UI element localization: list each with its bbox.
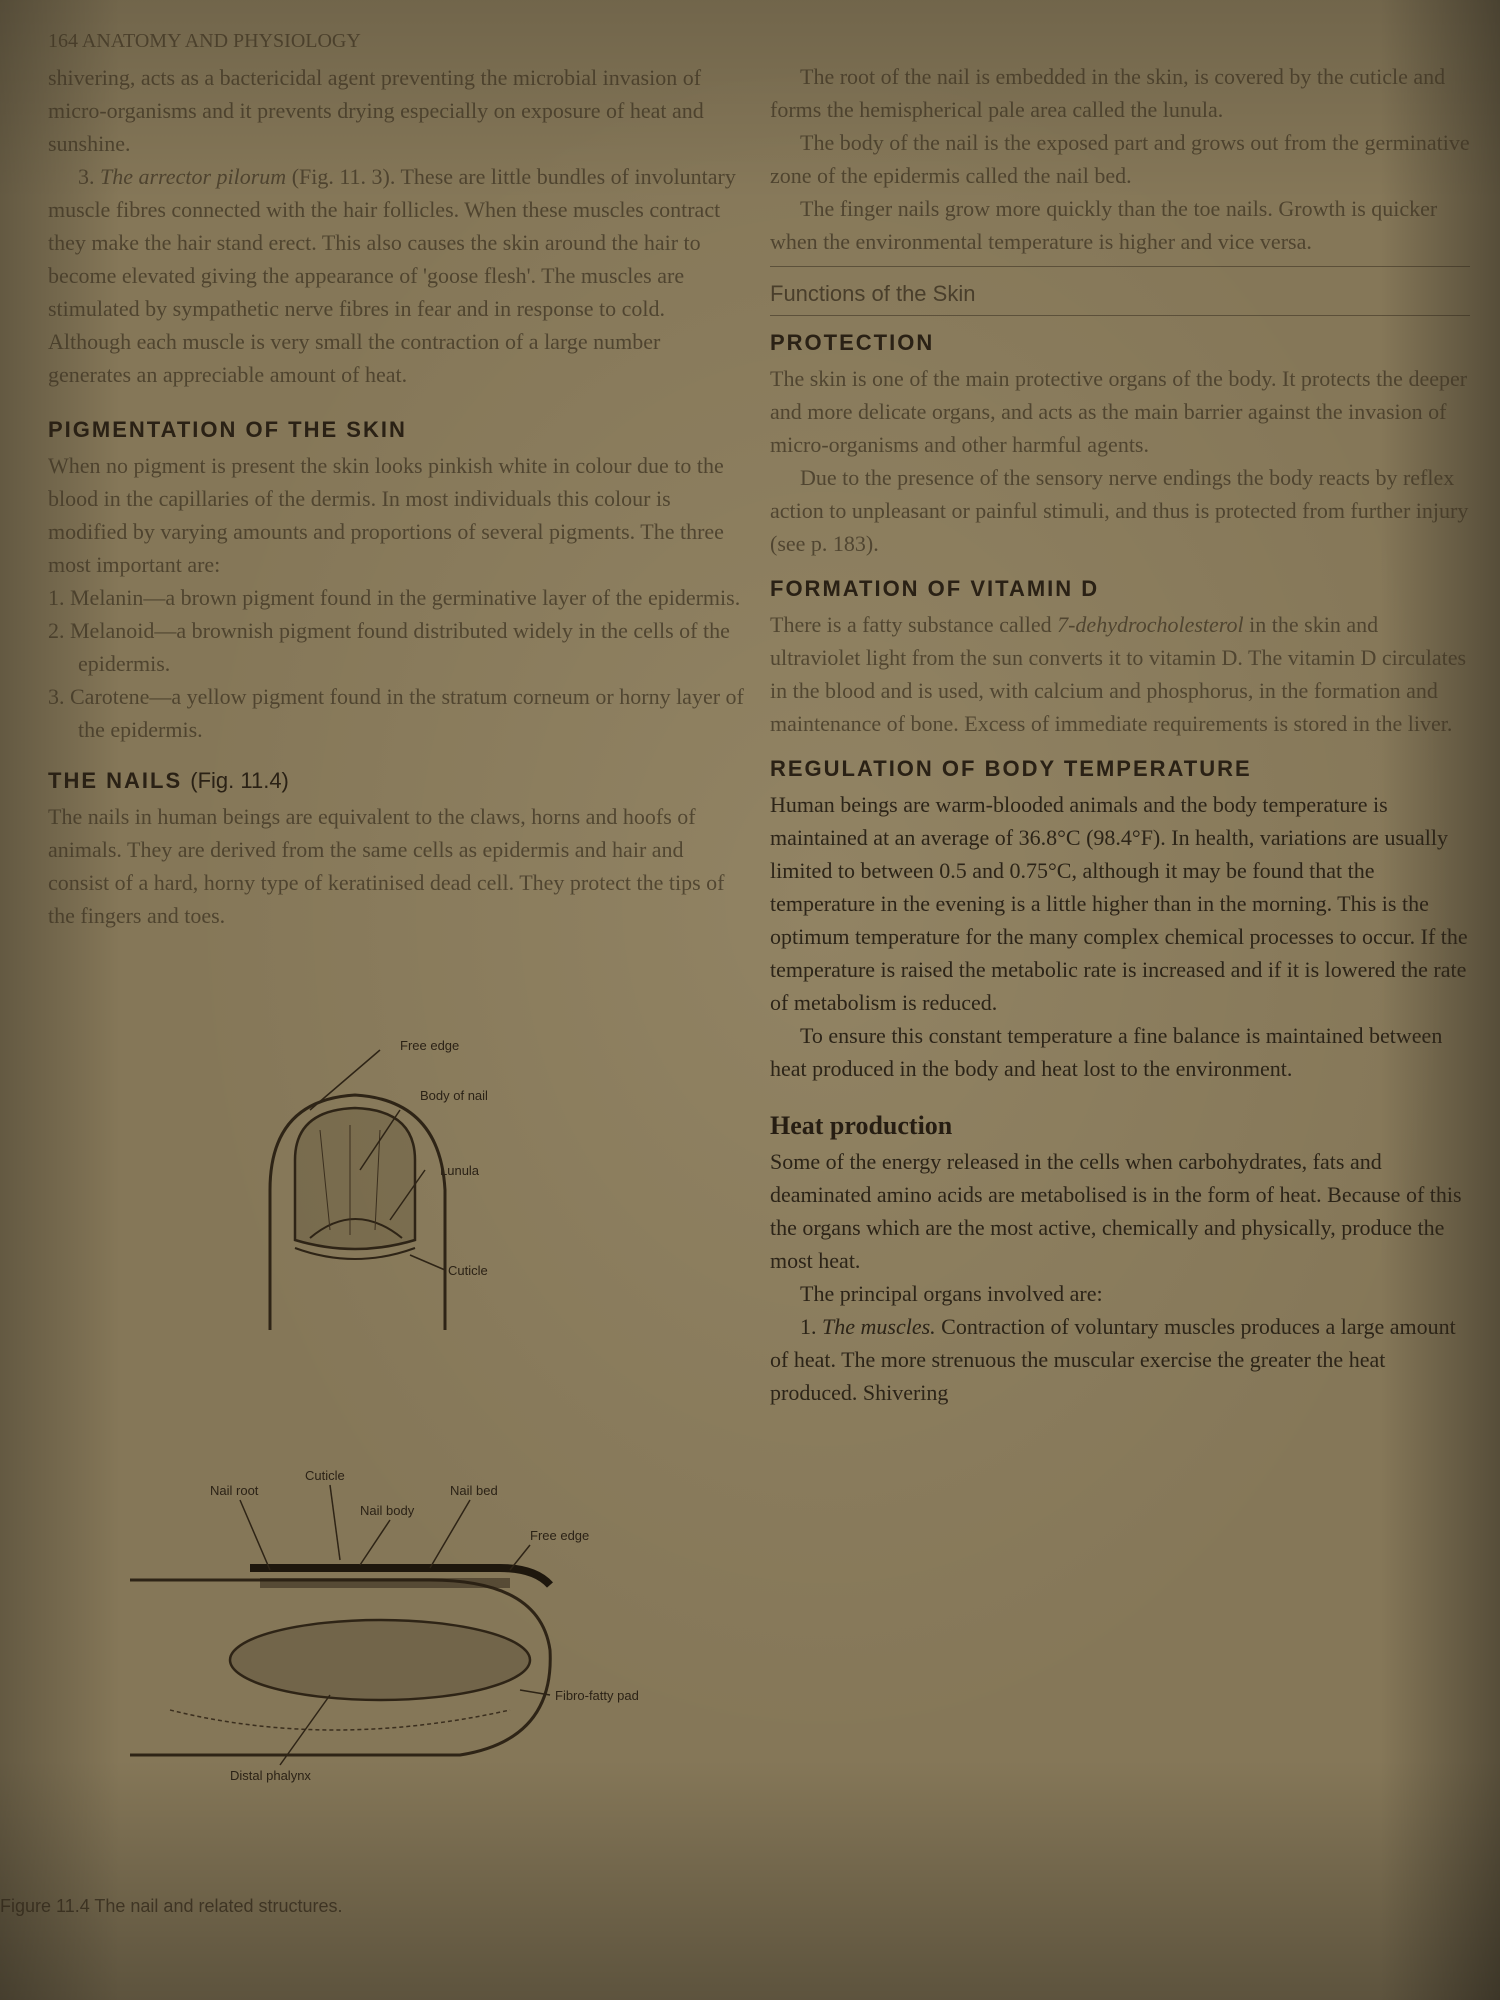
running-head: 164 ANATOMY AND PHYSIOLOGY — [48, 30, 361, 52]
arrector-number: 3. — [78, 164, 95, 189]
nail-section-figure — [130, 1410, 650, 1790]
pigment-item-1-text: Melanin—a brown pigment found in the germinative layer of the epidermis. — [70, 585, 741, 610]
pigment-item-2-text: Melanoid—a brownish pigment found distributed widely in the cells of the epidermis. — [70, 618, 730, 676]
pigment-item-1 — [48, 581, 748, 614]
arrector-title: The arrector pilorum — [100, 164, 287, 189]
protection-heading: PROTECTION — [770, 330, 935, 355]
vitamin-d-text-italic: 7-dehydrocholesterol — [1057, 612, 1244, 637]
muscles-item-title: The muscles. — [822, 1314, 936, 1339]
figure-caption: Figure 11.4 The nail and related structures. — [0, 1896, 343, 1916]
nails-heading-text: THE NAILS — [48, 768, 183, 793]
label-nail-root: Nail root — [210, 1483, 259, 1498]
label-section-free-edge: Free edge — [530, 1528, 590, 1543]
label-lunula: Lunula — [440, 1163, 480, 1178]
nail-top-view-figure — [240, 1030, 560, 1330]
nails-heading-figref: (Fig. 11.4) — [190, 768, 289, 793]
vitamin-d-heading: FORMATION OF VITAMIN D — [770, 576, 1100, 601]
left-column — [48, 30, 748, 932]
label-nail-bed: Nail bed — [450, 1483, 498, 1498]
vitamin-d-paragraph — [770, 608, 1470, 740]
temperature-heading: REGULATION OF BODY TEMPERATURE — [770, 756, 1252, 781]
label-distal-phalynx: Distal phalynx — [230, 1768, 311, 1783]
protection-paragraph-1: The skin is one of the main protective organs of the body. It protects the deeper and more delicate organs, and acts as the main barrier against the invasion of micro-organisms and other harmful agents. — [770, 366, 1468, 457]
pigmentation-paragraph: When no pigment is present the skin looks pinkish white in colour due to the blood in the capillaries of the dermis. In most individuals this colour is modified by varying amounts and proportions of several pigments. The three most important are: — [48, 453, 724, 577]
distal-phalanx-bone — [230, 1620, 530, 1700]
arrector-text: These are little bundles of involuntary muscle fibres connected with the hair follicles. When these muscles contract they make the hair stand erect. This also causes the skin around the hair to become elevated giving the appearance of 'goose flesh'. The muscles are stimulated by sympathetic nerve fibres in fear and in response to cold. Although each muscle is very small the contraction of a large number generates an appreciable amount of heat. — [48, 164, 736, 387]
vitamin-d-text-post: in the skin and ultraviolet light from the sun converts it to vitamin D. The vitamin D circulates in the blood and is used, with calcium and phosphorus, in the formation and maintenance of bone. Excess of immediate requirements is stored in the liver. — [770, 612, 1467, 736]
pigment-item-1-num: 1. — [48, 585, 65, 610]
left-top-paragraph: shivering, acts as a bactericidal agent preventing the microbial invasion of micro-organisms and it prevents drying especially on exposure of heat and sunshine. — [48, 65, 704, 156]
muscles-item-num: 1. — [800, 1314, 817, 1339]
label-body-of-nail: Body of nail — [420, 1088, 488, 1103]
pigmentation-heading: PIGMENTATION OF THE SKIN — [48, 417, 407, 442]
functions-heading: Functions of the Skin — [770, 281, 976, 306]
label-nail-body: Nail body — [360, 1503, 415, 1518]
label-free-edge: Free edge — [400, 1038, 460, 1053]
fibro-fatty-pad — [170, 1710, 510, 1730]
nail-plate — [295, 1108, 415, 1249]
nails-heading — [48, 768, 748, 794]
label-fibro-fatty-pad: Fibro-fatty pad — [555, 1688, 639, 1703]
muscles-item — [770, 1310, 1470, 1409]
heat-production-paragraph: Some of the energy released in the cells when carbohydrates, fats and deaminated amino acids are metabolised is in the form of heat. Because of this the organs which are the most active, chemically and physically, produce the most heat. — [770, 1149, 1462, 1273]
pigment-item-3-num: 3. — [48, 684, 65, 709]
nail-root-paragraph: The root of the nail is embedded in the skin, is covered by the cuticle and forms the hemispherical pale area called the lunula. — [770, 64, 1446, 122]
pigment-item-2-num: 2. — [48, 618, 65, 643]
nails-paragraph: The nails in human beings are equivalent to the claws, horns and hoofs of animals. They are derived from the same cells as epidermis and hair and consist of a hard, horny type of keratinised dead cell. They protect the tips of the fingers and toes. — [48, 804, 725, 928]
muscles-item-text: Contraction of voluntary muscles produces a large amount of heat. The more strenuous the muscular exercise the greater the heat produced. Shivering — [770, 1314, 1456, 1405]
arrector-paragraph — [48, 160, 748, 391]
right-column — [770, 60, 1470, 1409]
temperature-paragraph-2: To ensure this constant temperature a fine balance is maintained between heat produced in the body and heat lost to the environment. — [770, 1023, 1443, 1081]
label-section-cuticle: Cuticle — [305, 1468, 345, 1483]
principal-organs-paragraph: The principal organs involved are: — [800, 1281, 1103, 1306]
arrector-figref: (Fig. 11. 3). — [291, 164, 396, 189]
section-rule-2 — [770, 315, 1470, 316]
pigment-item-3 — [48, 680, 748, 746]
nail-body-paragraph: The body of the nail is the exposed part and grows out from the germinative zone of the epidermis called the nail bed. — [770, 130, 1470, 188]
protection-paragraph-2: Due to the presence of the sensory nerve endings the body reacts by reflex action to unpleasant or painful stimuli, and thus is protected from further injury (see p. 183). — [770, 465, 1469, 556]
vitamin-d-text-pre: There is a fatty substance called — [770, 612, 1058, 637]
nail-growth-paragraph: The finger nails grow more quickly than the toe nails. Growth is quicker when the environmental temperature is higher and vice versa. — [770, 196, 1438, 254]
pigment-item-2 — [48, 614, 748, 680]
temperature-paragraph-1: Human beings are warm-blooded animals and the body temperature is maintained at an average of 36.8°C (98.4°F). In health, variations are usually limited to between 0.5 and 0.75°C, although it may be found that the temperature in the evening is a little higher than in the morning. This is the optimum temperature for the many complex chemical processes to occur. If the temperature is raised the metabolic rate is increased and if it is lowered the rate of metabolism is reduced. — [770, 792, 1468, 1015]
pigment-item-3-text: Carotene—a yellow pigment found in the stratum corneum or horny layer of the epidermis. — [70, 684, 744, 742]
section-rule — [770, 266, 1470, 267]
heat-production-heading: Heat production — [770, 1111, 953, 1140]
nail-bed-layer — [260, 1578, 510, 1588]
label-cuticle: Cuticle — [448, 1263, 488, 1278]
